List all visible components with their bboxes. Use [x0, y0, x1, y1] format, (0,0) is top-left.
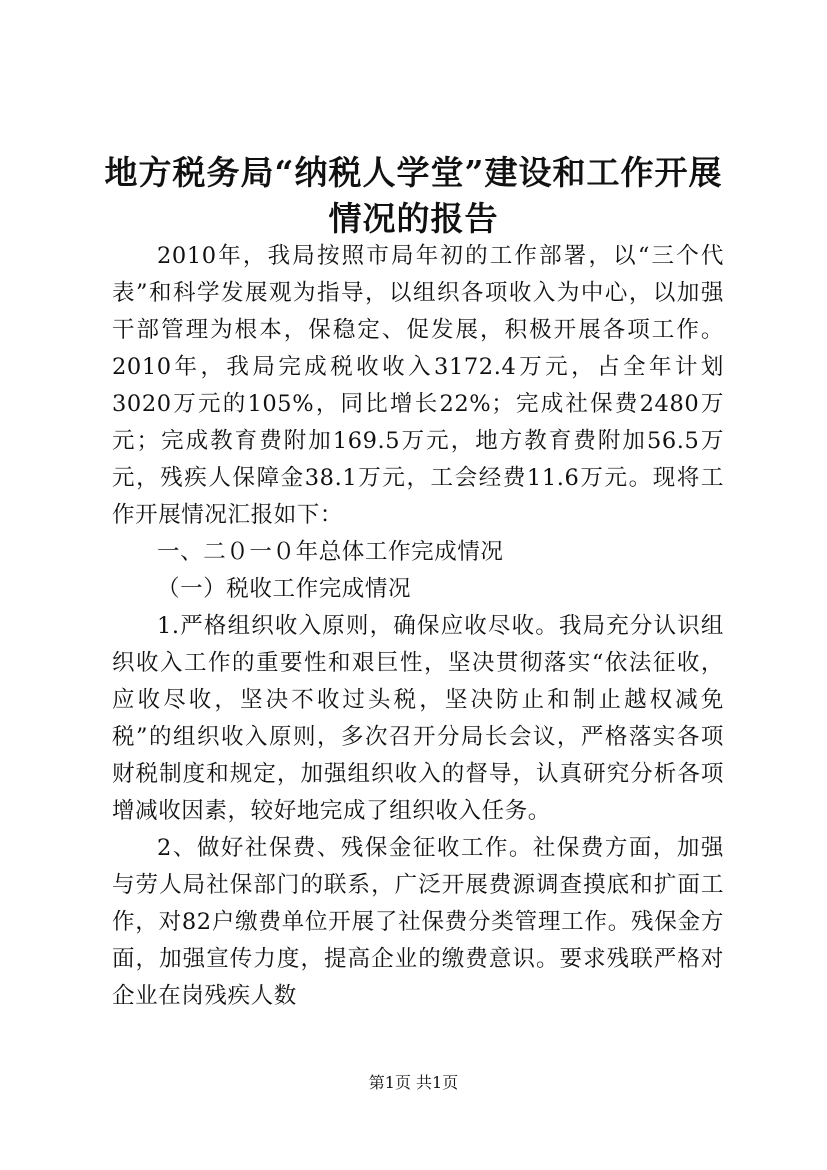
document-body	[112, 238, 724, 1015]
paragraph-item-1: 1.严格组织收入原则，确保应收尽收。我局充分认识组织收入工作的重要性和艰巨性，坚决贯彻落实“依法征收，应收尽收，坚决不收过头税，坚决防止和制止越权减免税”的组织收入原则，多次召开分局长会议，严格落实各项财税制度和规定，加强组织收入的督导，认真研究分析各项增减收因素，较好地完成了组织收入任务。	[112, 613, 724, 824]
paragraph-intro: 2010年，我局按照市局年初的工作部署，以“三个代表”和科学发展观为指导，以组织各项收入为中心，以加强干部管理为根本，保稳定、促发展，积极开展各项工作。2010年，我局完成税收收入3172.4万元，占全年计划3020万元的105%，同比增长22%；完成社保费2480万元；完成教育费附加169.5万元，地方教育费附加56.5万元，残疾人保障金38.1万元，工会经费11.6万元。现将工作开展情况汇报如下：	[112, 243, 724, 528]
paragraph-item-2: 2、做好社保费、残保金征收工作。社保费方面，加强与劳人局社保部门的联系，广泛开展费源调查摸底和扩面工作，对82户缴费单位开展了社保费分类管理工作。残保金方面，加强宣传力度，提高企业的缴费意识。要求残联严格对企业在岗残疾人数	[112, 835, 724, 1009]
page-number: 第1页 共1页	[368, 1073, 459, 1092]
section-heading-1: 一、二０一０年总体工作完成情况	[157, 539, 504, 565]
document-title: 地方税务局“纳税人学堂”建设和工作开展情况的报告	[104, 153, 723, 238]
subsection-heading-1: （一）税收工作完成情况	[157, 576, 412, 602]
